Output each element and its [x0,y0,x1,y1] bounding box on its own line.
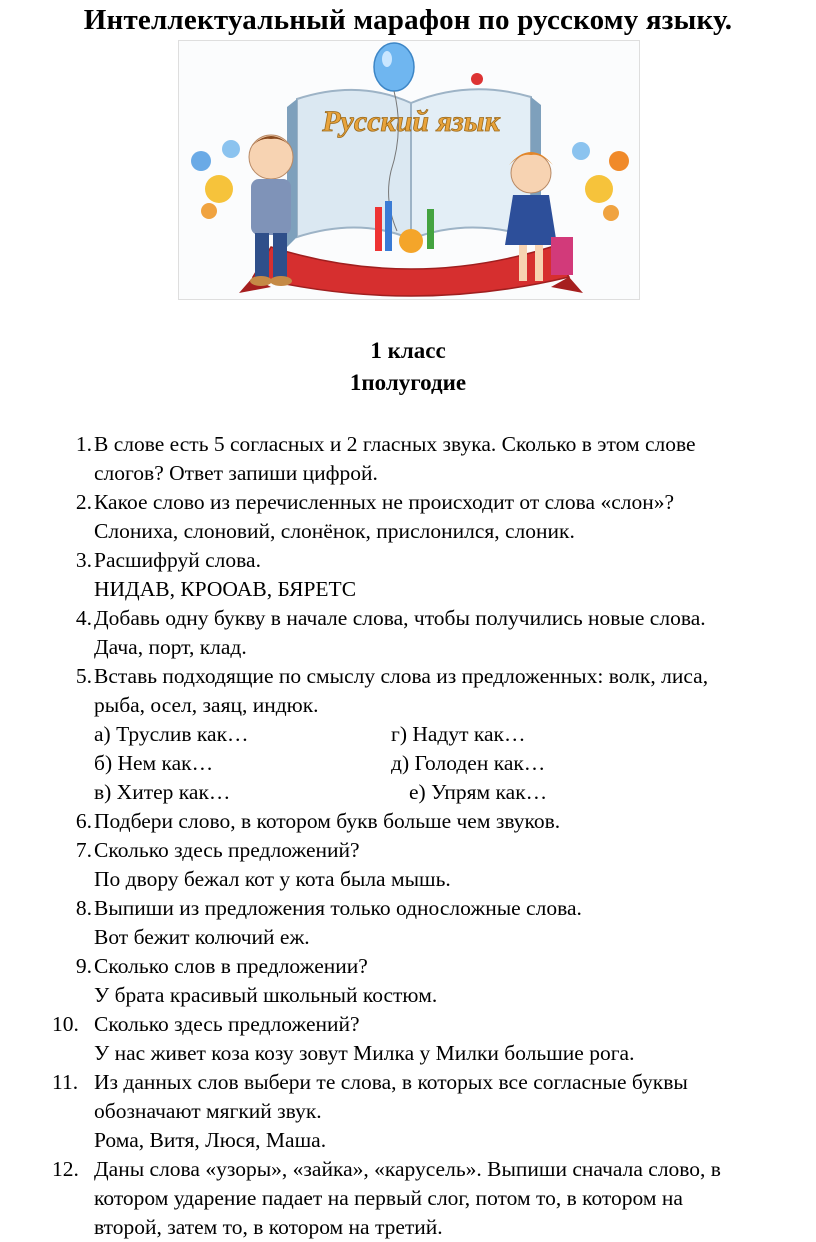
task-line: Выпиши из предложения только односложные слова. [94,896,582,920]
task-item [52,1010,814,1068]
comparison-row [94,720,814,749]
task-item [52,836,814,894]
task-number: 7. [75,838,92,862]
task-line: Слониха, слоновий, слонёнок, прислонился, слоник. [94,519,575,543]
task-line: У брата красивый школьный костюм. [94,983,438,1007]
task-item [52,604,814,662]
task-number: 4. [75,606,92,630]
comparison-left: б) Нем как… [94,751,214,775]
task-line: В слове есть 5 согласных и 2 гласных звука. Сколько в этом слове [94,432,696,456]
task-number: 11. [52,1070,79,1094]
task-line: рыба, осел, заяц, индюк. [94,693,319,717]
task-line: Добавь одну букву в начале слова, чтобы получились новые слова. [94,606,706,630]
task-line: второй, затем то, в котором на третий. [94,1215,443,1239]
comparison-right: д) Голоден как… [391,751,546,775]
grade-label: 1 класс [370,338,446,363]
task-line: НИДАВ, КРООАВ, БЯРЕТС [94,577,357,601]
task-item [52,488,814,546]
task-line: Какое слово из перечисленных не происходит от слова «слон»? [94,490,675,514]
comparison-row [94,778,814,807]
task-line: Подбери слово, в котором букв больше чем звуков. [94,809,561,833]
comparison-row [94,749,814,778]
task-list [52,430,814,1242]
task-number: 12. [52,1157,79,1181]
task-line: слогов? Ответ запиши цифрой. [94,461,378,485]
task-line: Вставь подходящие по смыслу слова из предложенных: волк, лиса, [94,664,709,688]
task-line: Дача, порт, клад. [94,635,247,659]
task-number: 9. [75,954,92,978]
task-line: Сколько слов в предложении? [94,954,368,978]
task-item [52,1155,814,1242]
comparison-left: в) Хитер как… [94,780,231,804]
task-line: Вот бежит колючий еж. [94,925,310,949]
comparison-left: а) Труслив как… [94,722,249,746]
comparison-right: е) Упрям как… [409,780,548,804]
task-line: обозначают мягкий звук. [94,1099,322,1123]
document-title: Интеллектуальный марафон по русскому языку. [83,4,733,36]
task-line: Расшифруй слова. [94,548,261,572]
banner-title: Русский язык [322,105,500,138]
task-line: Сколько здесь предложений? [94,1012,360,1036]
task-item [52,662,814,807]
task-line: У нас живет коза козу зовут Милка у Милки большие рога. [94,1041,635,1065]
task-number: 6. [75,809,92,833]
task-line: котором ударение падает на первый слог, потом то, в котором на [94,1186,683,1210]
task-line: Рома, Витя, Люся, Маша. [94,1128,327,1152]
term-label: 1полугодие [349,370,467,395]
task-item [52,1068,814,1155]
task-line: По двору бежал кот у кота была мышь. [94,867,451,891]
task-item [52,894,814,952]
task-number: 8. [75,896,92,920]
banner-illustration [178,40,640,300]
comparison-right: г) Надут как… [391,722,526,746]
task-number: 2. [75,490,92,514]
task-number: 3. [75,548,92,572]
task-number: 5. [75,664,92,688]
task-number: 10. [52,1012,79,1036]
task-number: 1. [75,432,92,456]
task-item [52,952,814,1010]
task-line: Даны слова «узоры», «зайка», «карусель». Выпиши сначала слово, в [94,1157,721,1181]
task-item [52,430,814,488]
task-item [52,546,814,604]
task-line: Из данных слов выбери те слова, в которых все согласные буквы [94,1070,688,1094]
task-line: Сколько здесь предложений? [94,838,360,862]
task-item [52,807,814,836]
